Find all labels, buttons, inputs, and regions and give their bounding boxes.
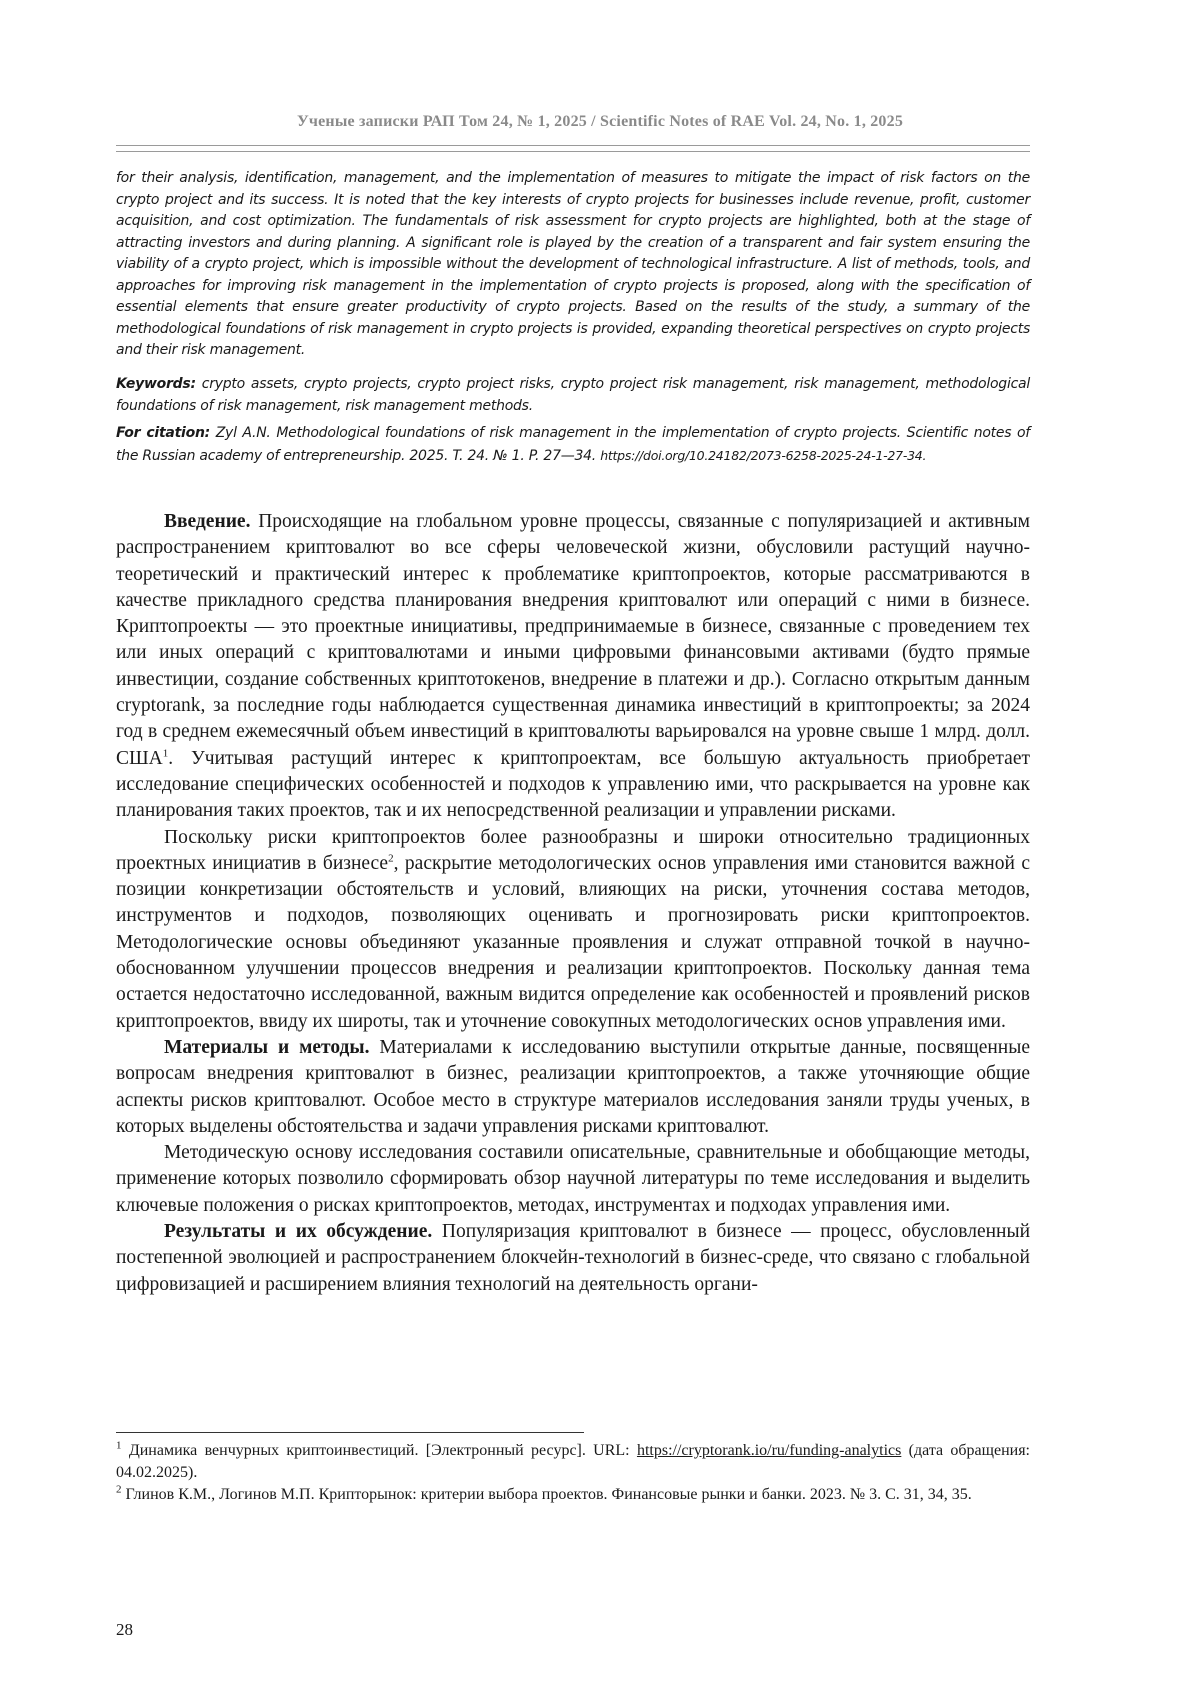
footnote-tail: (дата обращения: 04.02.2025). bbox=[116, 1442, 1031, 1481]
section-heading-materials: Материалы и методы. bbox=[164, 1036, 370, 1058]
footnote-url-link[interactable]: https://cryptorank.io/ru/funding-analytics bbox=[636, 1442, 902, 1459]
section-heading-results: Результаты и их обсуждение. bbox=[164, 1221, 433, 1243]
keywords-label: Keywords: bbox=[116, 376, 196, 392]
footnote-text: Динамика венчурных криптоинвестиций. [Электронный ресурс]. URL: bbox=[128, 1442, 630, 1459]
header-rule-bottom bbox=[116, 151, 1030, 152]
page-number: 28 bbox=[116, 1620, 133, 1639]
running-header: Ученые записки РАП Том 24, № 1, 2025 / Scientific Notes of RAE Vol. 24, No. 1, 2025 bbox=[296, 113, 904, 130]
paragraph-text: Поскольку риски криптопроектов более разнообразны и широки относительно традиционных проектных инициатив в бизнесе bbox=[116, 826, 1030, 874]
citation-label: For citation: bbox=[116, 425, 211, 441]
footnote-num: 1 bbox=[116, 1439, 122, 1452]
paragraph-text: Методическую основу исследования составили описательные, сравнительные и обобщающие методы, применение которых позволило сформировать обзор научной литературы по теме исследования и выделить ключевые положения о рисках криптопроектов, методах, инструментах и подходах управления ими. bbox=[116, 1142, 1030, 1216]
footnote-rule bbox=[116, 1432, 584, 1433]
article-body bbox=[116, 509, 1030, 1298]
paragraph-results bbox=[116, 1219, 1030, 1298]
footnote-text: Глинов К.М., Логинов М.П. Крипторынок: критерии выбора проектов. Финансовые рынки и банки. 2023. № 3. С. 31, 34, 35. bbox=[125, 1486, 972, 1503]
footnotes bbox=[116, 1440, 1030, 1506]
footnote-num: 2 bbox=[116, 1483, 122, 1496]
paragraph-text: . Учитывая растущий интерес к криптопроектам, все большую актуальность приобретает исследование специфических особенностей и подходов к управлению ими, что раскрывается на уровне как планирования таких проектов, так и их непосредственной реализации и управлении рисками. bbox=[116, 747, 1030, 822]
header-rule-top bbox=[116, 145, 1030, 146]
footnote-ref-2[interactable]: 2 bbox=[388, 852, 394, 865]
paragraph-text: Популяризация криптовалют в бизнесе — процесс, обусловленный постепенной эволюцией и распространением блокчейн-технологий в бизнес-среде, что связано с глобальной цифровизацией и расширением влияния технологий на деятельность органи- bbox=[116, 1221, 1031, 1295]
citation bbox=[116, 423, 1030, 467]
footnote-2 bbox=[116, 1484, 1030, 1506]
citation-doi-link[interactable]: https://doi.org/10.24182/2073-6258-2025-24-1-27-34. bbox=[600, 447, 927, 463]
section-heading-introduction: Введение. bbox=[164, 511, 251, 532]
paragraph-risks bbox=[116, 825, 1030, 1035]
abstract-text: for their analysis, identification, management, and the implementation of measures to mitigate the impact of risk factors on the crypto project and its success. It is noted that the key interests of crypto projects for businesses include revenue, profit, customer acquisition, and cost optimization. The fundamentals of risk assessment for crypto projects are highlighted, both at the stage of attracting investors and during planning. A significant role is played by the creation of a transparent and fair system ensuring the viability of a crypto project, which is impossible without the development of technological infrastructure. A list of methods, tools, and approaches for improving risk management in the implementation of crypto projects is proposed, along with the specification of essential elements that ensure greater productivity of crypto projects. Based on the results of the study, a summary of the methodological foundations of risk management in crypto projects is provided, expanding theoretical perspectives on crypto projects and their risk management. bbox=[116, 170, 1030, 358]
paragraph-materials bbox=[116, 1035, 1030, 1140]
citation-text: Zyl A.N. Methodological foundations of risk management in the implementation of crypto projects. Scientific notes of the Russian academy of entrepreneurship. 2025. T. 24. № 1. P. 27—34. bbox=[116, 425, 1030, 464]
keywords-text: crypto assets, crypto projects, crypto project risks, crypto project risk management, risk management, methodological foundations of risk management, risk management methods. bbox=[116, 376, 1030, 414]
paragraph-text: Материалами к исследованию выступили открытые данные, посвященные вопросам внедрения криптовалют в бизнес, реализации криптопроектов, а также уточняющие общие аспекты рисков криптовалют. Особое место в структуре материалов исследования заняли труды ученых, в которых выделены обстоятельства и задачи управления рисками криптовалют. bbox=[116, 1036, 1030, 1137]
footnote-ref-1[interactable]: 1 bbox=[162, 747, 169, 760]
paragraph-introduction bbox=[116, 509, 1030, 825]
paragraph-text: Происходящие на глобальном уровне процессы, связанные с популяризацией и активным распространением криптовалют во все сферы человеческой жизни, обусловили растущий научно-теоретический и практический интерес к проблематике криптопроектов, которые рассматриваются в качестве прикладного средства планирования внедрения криптовалют или операций с ними в бизнесе. Криптопроекты — это проектные инициативы, предпринимаемые в бизнесе, связанные с проведением тех или иных операций с криптовалютами и иными цифровыми финансовыми активами (будто прямые инвестиции, создание собственных криптотокенов, внедрение в платежи и др.). Согласно открытым данным cryptorank, за последние годы наблюдается существенная динамика инвестиций в криптопроекты; за 2024 год в среднем ежемесячный объем инвестиций в криптовалюты варьировался на уровне свыше 1 млрд. долл. США bbox=[116, 511, 1030, 769]
keywords bbox=[116, 374, 1030, 417]
paragraph-text: , раскрытие методологических основ управления ими становится важной с позиции конкретизации обстоятельств и условий, влияющих на риски, уточнения состава методов, инструментов и подходов, позволяющих оценивать и прогнозировать риски криптопроектов. Методологические основы объединяют указанные проявления и служат отправной точкой в научно-обоснованном улучшении процессов внедрения и реализации криптопроектов. Поскольку данная тема остается недостаточно исследованной, важным видится определение как особенностей и проявлений рисков криптопроектов, ввиду их широты, так и уточнение совокупных методологических основ управления ими. bbox=[116, 852, 1030, 1032]
paragraph-methods bbox=[116, 1140, 1030, 1219]
footnote-1 bbox=[116, 1440, 1030, 1484]
